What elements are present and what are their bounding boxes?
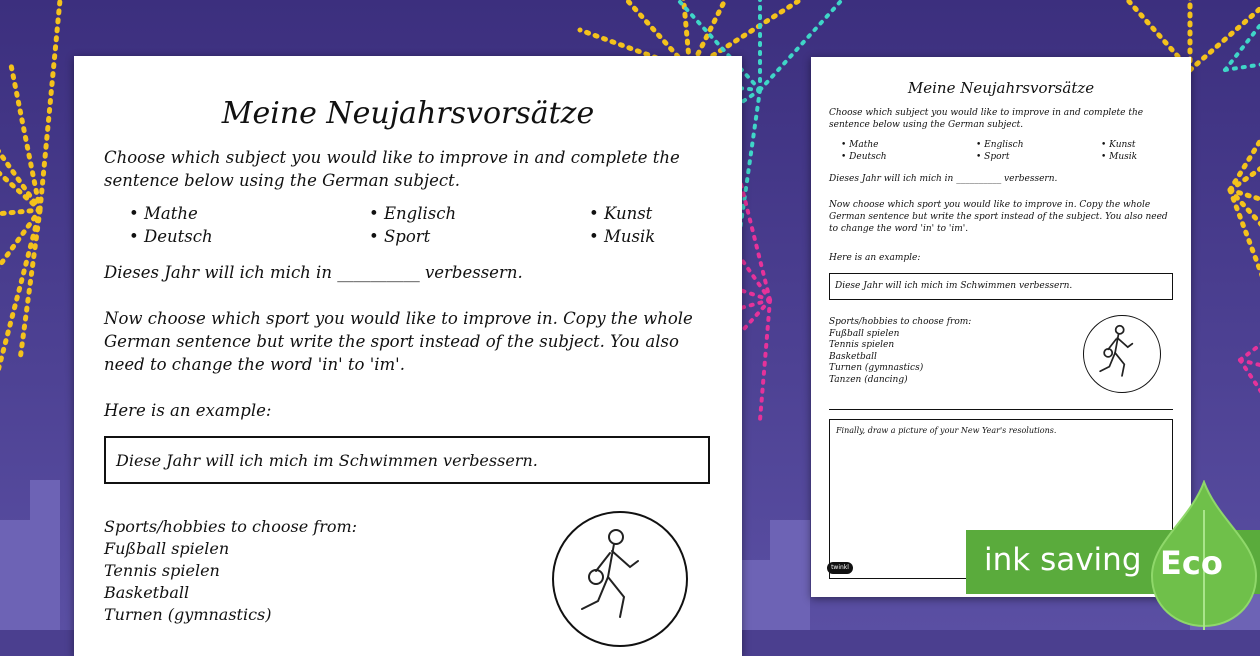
divider-line (829, 409, 1173, 410)
basketball-player-icon (1084, 316, 1160, 392)
sport-item: Tennis spielen (104, 561, 220, 580)
subject-item: • Mathe (841, 140, 879, 150)
subject-item: • Mathe (129, 204, 198, 223)
subject-column-2 (369, 202, 456, 248)
subject-column-3 (589, 202, 655, 248)
preview-subject-column-1 (841, 139, 887, 163)
sentence-template: Dieses Jahr will ich mich in __________ verbessern. (104, 263, 523, 282)
draw-prompt: Finally, draw a picture of your New Year's resolutions. (836, 426, 1057, 435)
eco-drop-badge (1148, 480, 1260, 630)
example-sentence: Diese Jahr will ich mich im Schwimmen verbessern. (116, 451, 538, 470)
subject-item: • Englisch (976, 140, 1024, 150)
sport-item: Turnen (gymnastics) (829, 363, 924, 373)
basketball-player-illustration (552, 511, 688, 647)
preview-sentence-template: Dieses Jahr will ich mich in __________ verbessern. (829, 174, 1058, 184)
preview-sports-list (829, 317, 971, 386)
worksheet-title: Meine Neujahrsvorsätze (221, 96, 595, 131)
preview-basketball-player-illustration (1083, 315, 1161, 393)
preview-intro-text: Choose which subject you would like to improve in and complete the sentence below using the German subject. (829, 108, 1144, 130)
preview-example-label: Here is an example: (829, 253, 921, 263)
subject-item: • Musik (589, 227, 656, 246)
subject-item: • Kunst (589, 204, 653, 223)
sport-item: Turnen (gymnastics) (104, 605, 272, 624)
sport-item: Fußball spielen (829, 328, 900, 339)
preview-instruction-text: Now choose which sport you would like to improve in. Copy the whole German sentence but write the sport instead of the subject. You also need to change the word 'in' to 'im'. (829, 200, 1168, 234)
subject-item: • Sport (976, 152, 1010, 162)
subject-item: • Musik (1101, 152, 1138, 162)
subject-item: • Kunst (1101, 140, 1136, 150)
sports-heading: Sports/hobbies to choose from: (829, 317, 972, 327)
instruction-text: Now choose which sport you would like to improve in. Copy the whole German sentence but write the sport instead of the subject. You also need to change the word 'in' to 'im'. (104, 309, 693, 374)
twinkl-logo: twinkl (827, 562, 853, 574)
basketball-player-icon (554, 513, 686, 645)
sports-heading: Sports/hobbies to choose from: (104, 517, 358, 536)
subject-item: • Sport (369, 227, 431, 246)
preview-example-box (829, 273, 1173, 300)
preview-subject-column-3 (1101, 139, 1137, 163)
preview-title: Meine Neujahrsvorsätze (907, 79, 1095, 97)
sport-item: Basketball (829, 351, 877, 362)
preview-example-sentence: Diese Jahr will ich mich im Schwimmen verbessern. (835, 281, 1073, 291)
subject-item: • Englisch (369, 204, 457, 223)
sport-item: Fußball spielen (104, 539, 230, 558)
ink-saving-label: ink saving (984, 542, 1142, 578)
example-box (104, 436, 710, 484)
subject-item: • Deutsch (841, 152, 887, 162)
subject-column-1 (129, 202, 213, 248)
subject-item: • Deutsch (129, 227, 213, 246)
worksheet-page-large (74, 56, 742, 656)
worksheet-page-preview (811, 57, 1191, 597)
sport-item: Tennis spielen (829, 340, 895, 350)
preview-subject-column-2 (976, 139, 1024, 163)
eco-label: Eco (1160, 544, 1223, 582)
sports-list (104, 516, 357, 626)
intro-text: Choose which subject you would like to improve in and complete the sentence below using the German subject. (104, 148, 680, 190)
example-label: Here is an example: (104, 401, 272, 420)
sport-item: Basketball (104, 583, 190, 602)
sport-item: Tanzen (dancing) (829, 374, 908, 385)
